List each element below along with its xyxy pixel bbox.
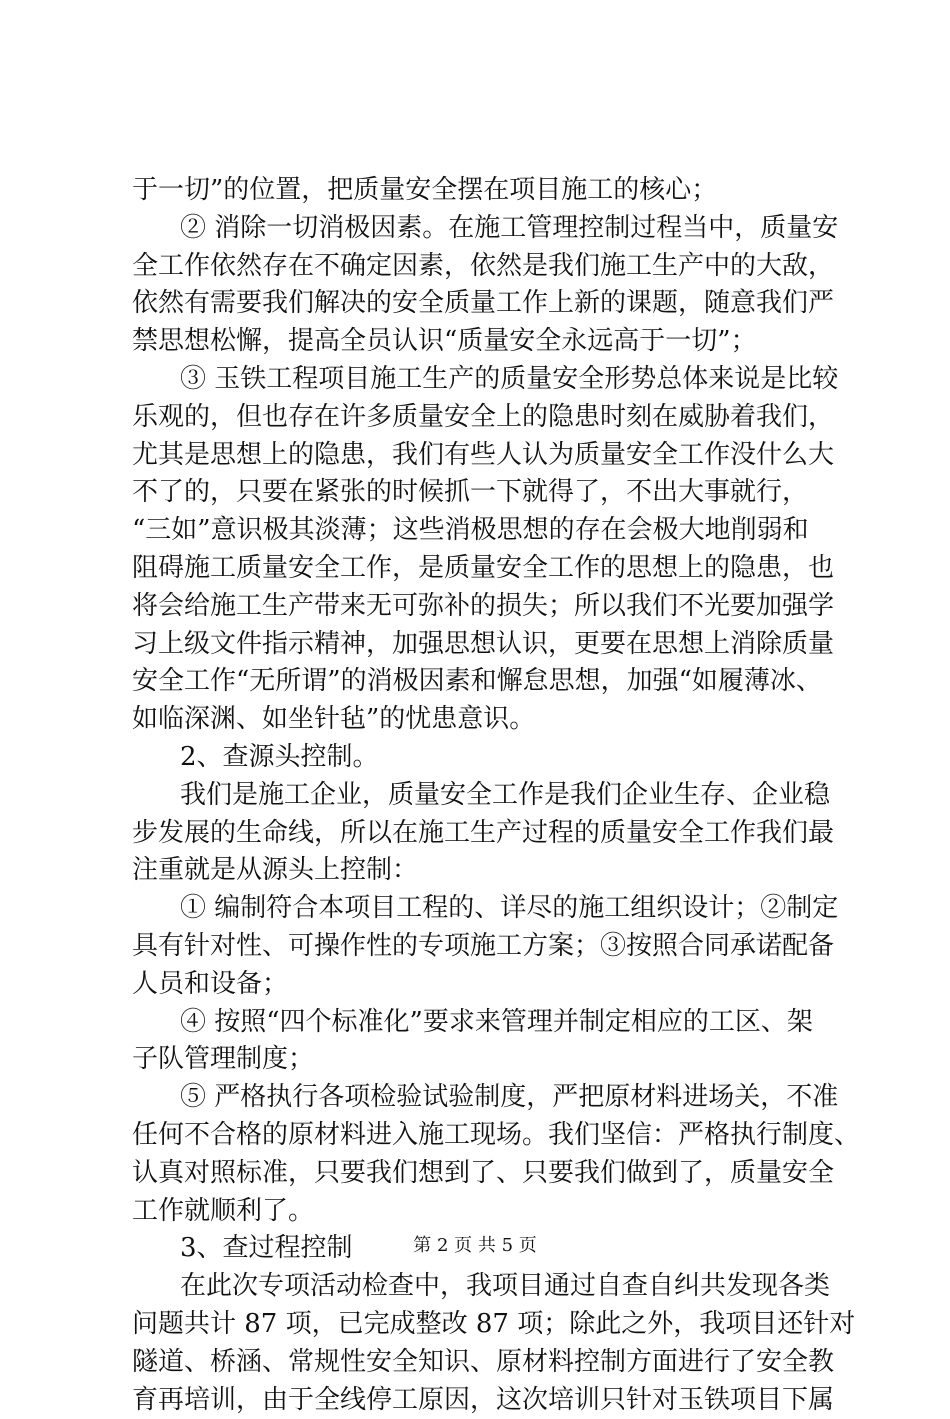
text-line: 子队管理制度； [132, 1041, 832, 1079]
text-line: 工作就顺利了。 [132, 1193, 832, 1231]
text-line: ① 编制符合本项目工程的、详尽的施工组织设计；②制定 [132, 890, 832, 928]
text-line: 问题共计 87 项，已完成整改 87 项；除此之外，我项目还针对 [132, 1306, 832, 1344]
text-line: 依然有需要我们解决的安全质量工作上新的课题，随意我们严 [132, 285, 832, 323]
text-line: 阻碍施工质量安全工作，是质量安全工作的思想上的隐患，也 [132, 550, 832, 588]
text-line: 不了的，只要在紧张的时候抓一下就得了，不出大事就行， [132, 474, 832, 512]
text-line: ⑤ 严格执行各项检验试验制度，严把原材料进场关，不准 [132, 1079, 832, 1117]
text-line: 隧道、桥涵、常规性安全知识、原材料控制方面进行了安全教 [132, 1344, 832, 1382]
text-line: 尤其是思想上的隐患，我们有些人认为质量安全工作没什么大 [132, 437, 832, 475]
text-line: 于一切”的位置，把质量安全摆在项目施工的核心； [132, 172, 832, 210]
text-line: 在此次专项活动检查中，我项目通过自查自纠共发现各类 [132, 1268, 832, 1306]
text-line: 乐观的，但也存在许多质量安全上的隐患时刻在威胁着我们， [132, 399, 832, 437]
text-line: 育再培训，由于全线停工原因，这次培训只针对玉铁项目下属 [132, 1382, 832, 1419]
text-line: 将会给施工生产带来无可弥补的损失；所以我们不光要加强学 [132, 588, 832, 626]
text-line: ② 消除一切消极因素。在施工管理控制过程当中，质量安 [132, 210, 832, 248]
page-footer: 第 2 页 共 5 页 [0, 1234, 950, 1258]
text-line: 认真对照标准，只要我们想到了、只要我们做到了，质量安全 [132, 1155, 832, 1193]
text-line: 如临深渊、如坐针毡”的忧患意识。 [132, 701, 832, 739]
text-line: 2、查源头控制。 [132, 739, 832, 777]
document-body [132, 172, 832, 1419]
text-line: ③ 玉铁工程项目施工生产的质量安全形势总体来说是比较 [132, 361, 832, 399]
text-line: “三如”意识极其淡薄；这些消极思想的存在会极大地削弱和 [132, 512, 832, 550]
text-line: 注重就是从源头上控制： [132, 852, 832, 890]
text-line: 具有针对性、可操作性的专项施工方案；③按照合同承诺配备 [132, 928, 832, 966]
text-line: 任何不合格的原材料进入施工现场。我们坚信：严格执行制度、 [132, 1117, 832, 1155]
text-line: 安全工作“无所谓”的消极因素和懈怠思想，加强“如履薄冰、 [132, 663, 832, 701]
text-line: 人员和设备； [132, 966, 832, 1004]
text-line: 习上级文件指示精神，加强思想认识，更要在思想上消除质量 [132, 626, 832, 664]
text-line: ④ 按照“四个标准化”要求来管理并制定相应的工区、架 [132, 1004, 832, 1042]
text-line: 全工作依然存在不确定因素，依然是我们施工生产中的大敌， [132, 248, 832, 286]
text-line: 3、查过程控制 [132, 1230, 832, 1268]
text-line: 我们是施工企业，质量安全工作是我们企业生存、企业稳 [132, 777, 832, 815]
text-line: 禁思想松懈，提高全员认识“质量安全永远高于一切”； [132, 323, 832, 361]
text-line: 步发展的生命线，所以在施工生产过程的质量安全工作我们最 [132, 815, 832, 853]
